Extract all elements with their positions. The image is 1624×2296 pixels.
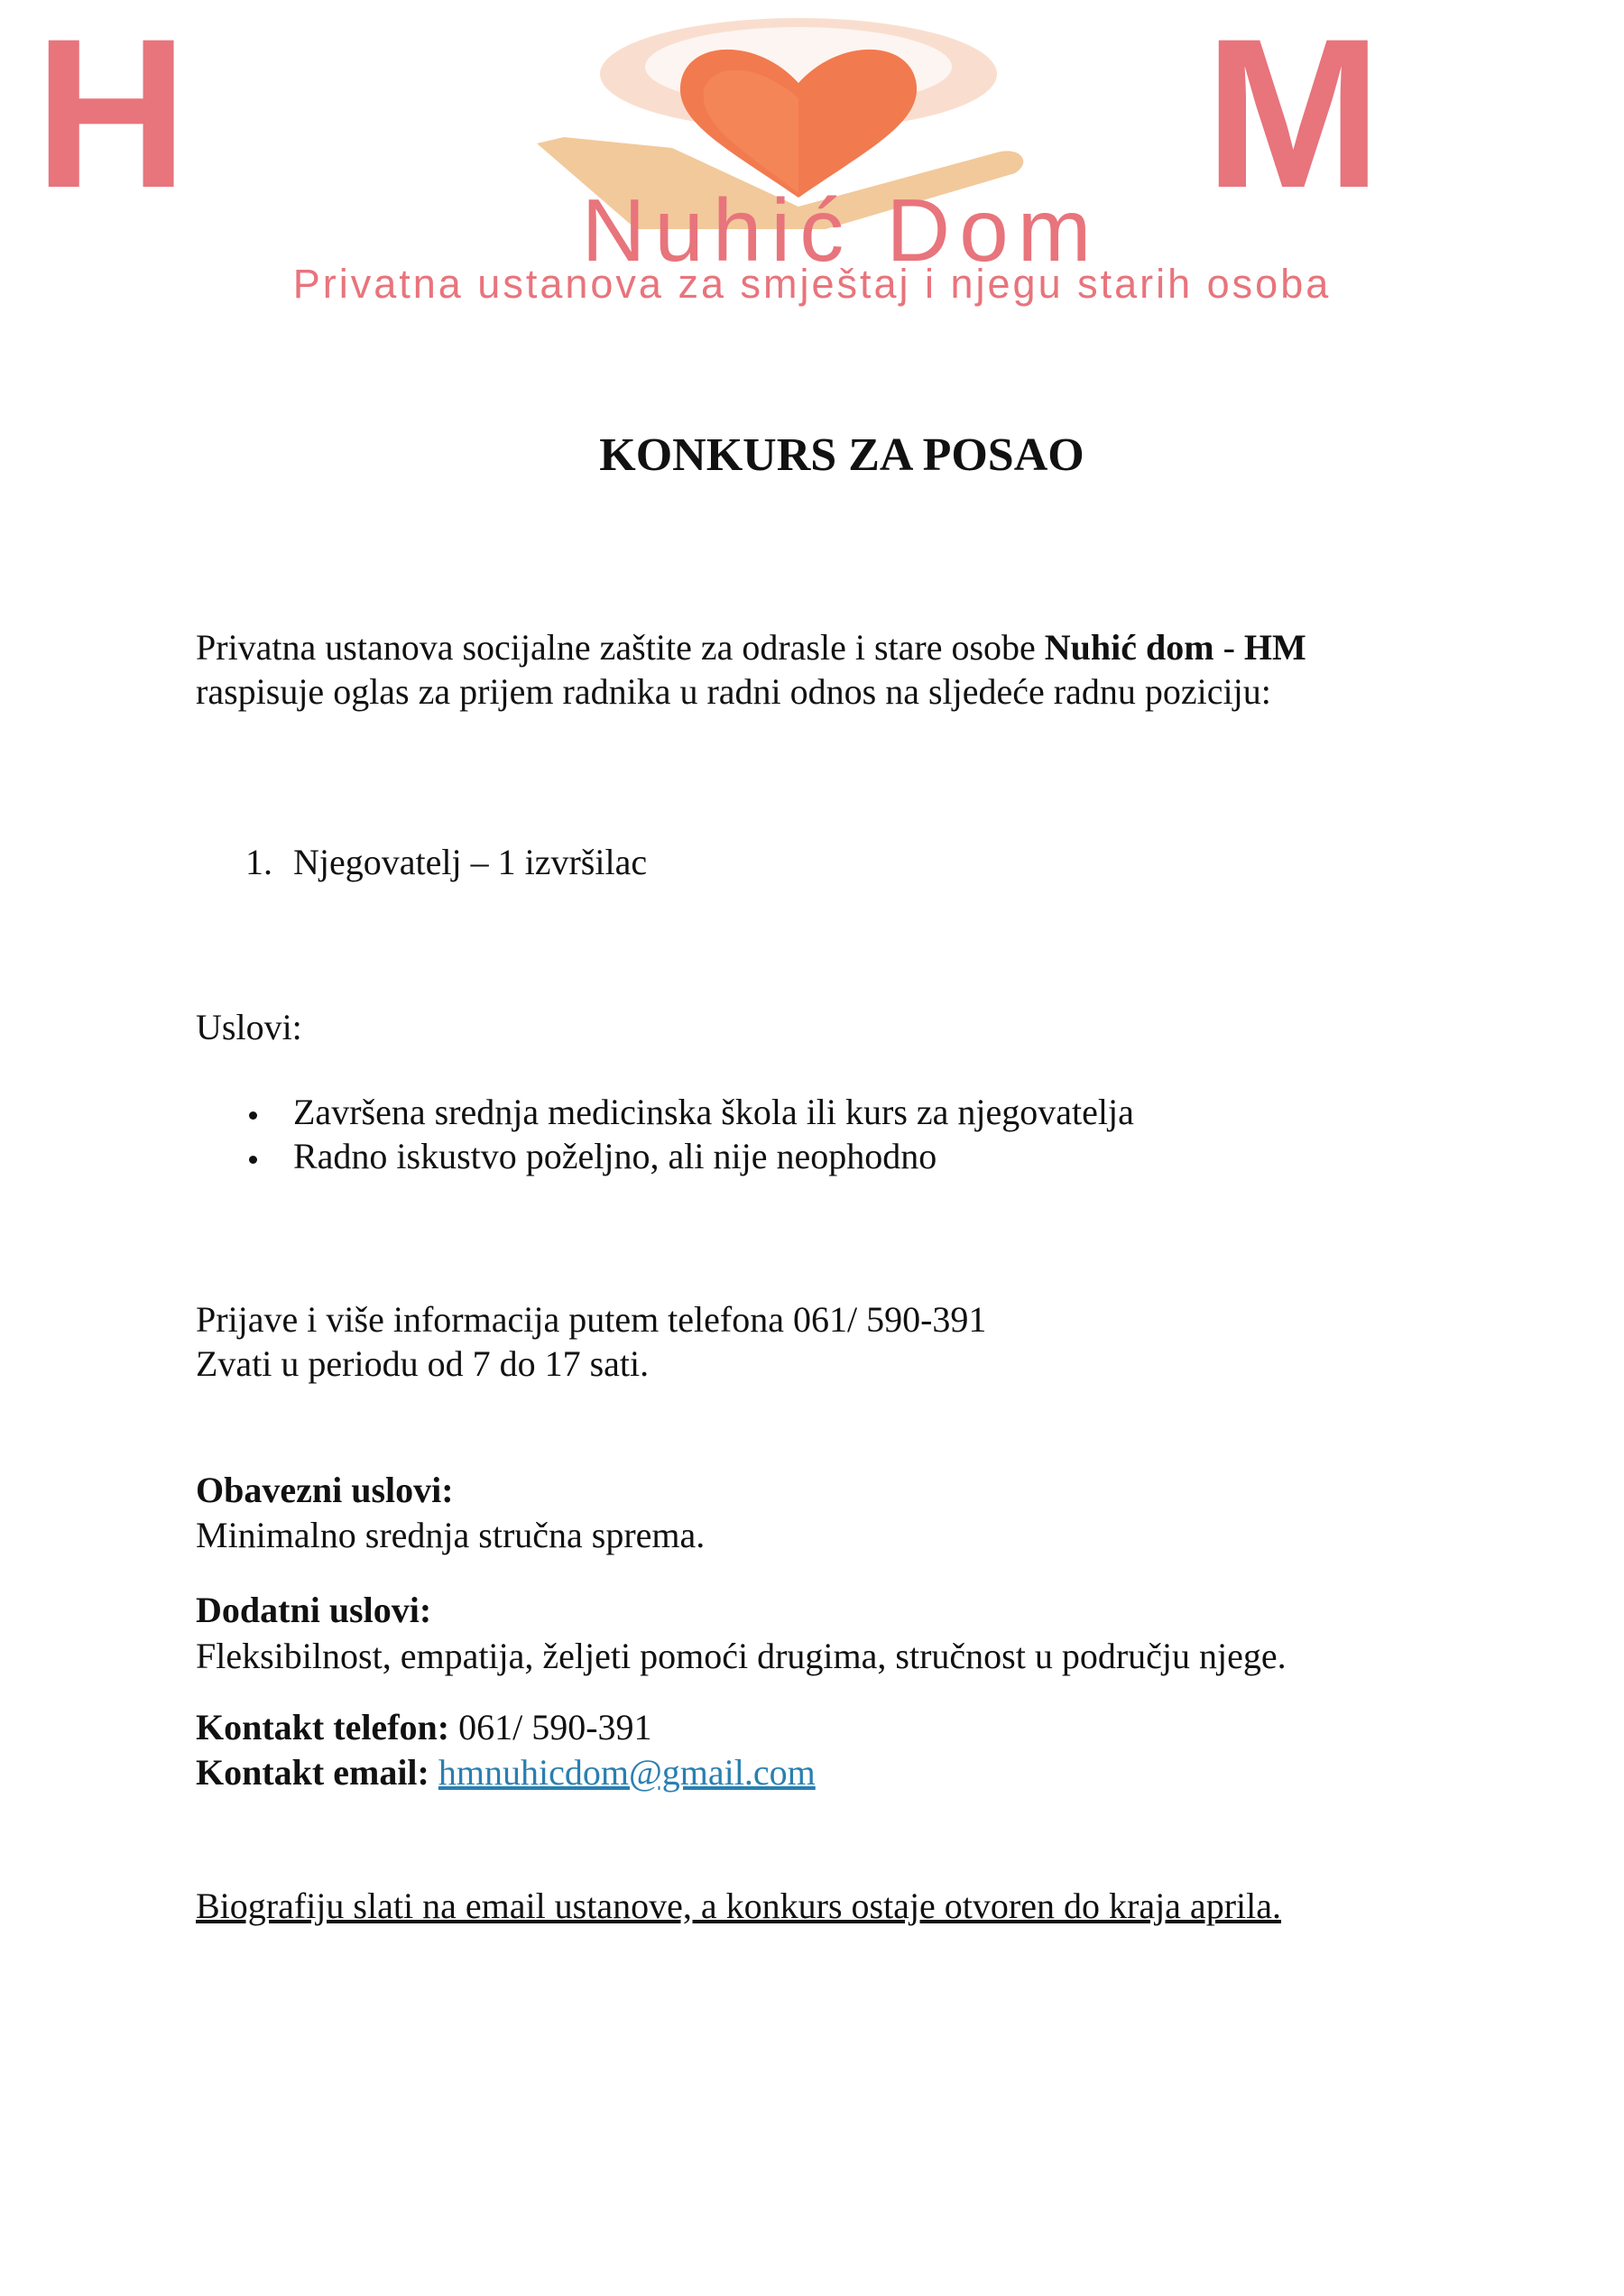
logo-letter-h: H (34, 0, 189, 233)
apply-line-1: Prijave i više informacija putem telefona 061/ 590-391 (196, 1299, 987, 1340)
mandatory-heading-text: Obavezni uslovi: (196, 1470, 454, 1510)
contact-email-label: Kontakt email: (196, 1752, 429, 1793)
intro-line-2: raspisuje oglas za prijem radnika u radni odnos na sljedeće radnu poziciju: (196, 671, 1271, 712)
additional-heading (196, 1588, 431, 1632)
mandatory-heading (196, 1468, 454, 1512)
document-title: KONKURS ZA POSAO (599, 429, 1084, 481)
logo-brand-name: Nuhić Dom (581, 180, 1101, 280)
condition-item: Radno iskustvo poželjno, ali nije neophodno (293, 1136, 937, 1176)
position-number: 1. (245, 842, 272, 882)
mandatory-text: Minimalno srednja stručna sprema. (196, 1515, 706, 1555)
position-text: Njegovatelj – 1 izvršilac (293, 842, 648, 882)
bullet-icon (249, 1156, 257, 1164)
footer-note: Biografiju slati na email ustanove, a konkurs ostaje otvoren do kraja aprila. (196, 1886, 1281, 1926)
intro-line-1 (196, 625, 1306, 669)
bullet-icon (249, 1111, 257, 1120)
intro-text: Privatna ustanova socijalne zaštite za odrasle i stare osobe (196, 627, 1045, 668)
email-link[interactable]: hmnuhicdom@gmail.com (438, 1752, 816, 1793)
additional-text: Fleksibilnost, empatija, željeti pomoći drugima, stručnost u području njege. (196, 1636, 1287, 1676)
intro-separator: - (1213, 627, 1244, 668)
condition-item: Završena srednja medicinska škola ili kurs za njegovatelja (293, 1092, 1134, 1132)
logo-header (0, 0, 1624, 325)
contact-phone-label: Kontakt telefon: (196, 1707, 450, 1747)
contact-email (196, 1750, 816, 1794)
additional-heading-text: Dodatni uslovi: (196, 1590, 432, 1630)
logo-letter-m: M (1204, 0, 1382, 233)
conditions-label: Uslovi: (196, 1007, 302, 1047)
org-name: Nuhić dom (1044, 627, 1214, 668)
contact-phone (196, 1705, 652, 1749)
org-abbrev: HM (1243, 627, 1306, 668)
logo-tagline: Privatna ustanova za smještaj i njegu starih osoba (292, 261, 1332, 307)
contact-phone-value: 061/ 590-391 (449, 1707, 652, 1747)
apply-line-2: Zvati u periodu od 7 do 17 sati. (196, 1343, 650, 1384)
